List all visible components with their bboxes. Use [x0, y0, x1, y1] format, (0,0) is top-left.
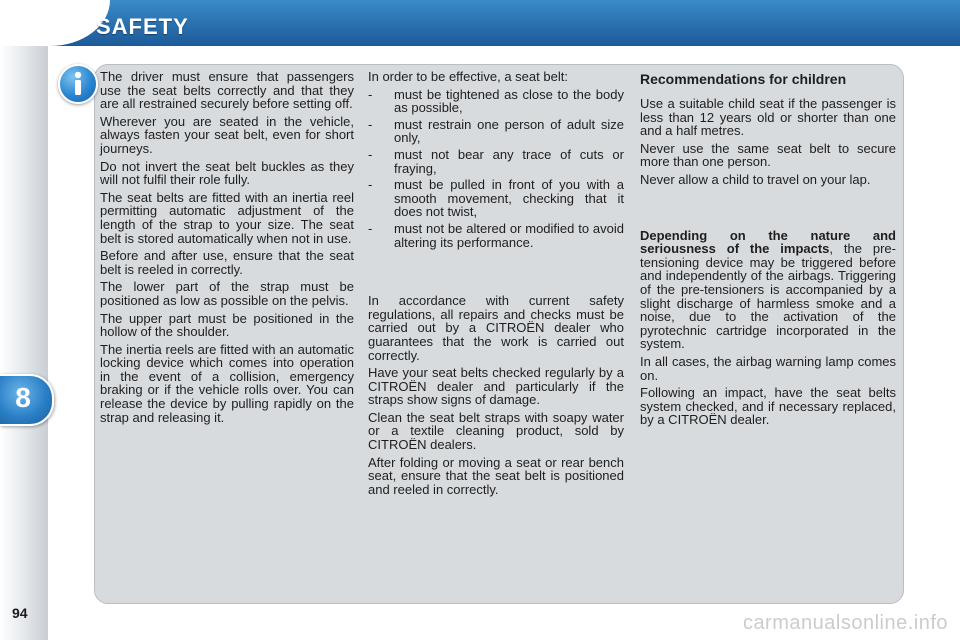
paragraph: Clean the seat belt straps with soapy water or a textile cleaning product, sold by CITROËN dealers. [368, 409, 624, 453]
column-2 [368, 70, 624, 500]
paragraph: Never allow a child to travel on your lap. [640, 171, 871, 187]
paragraph: Have your seat belts checked regularly by a CITROËN dealer and particularly if the straps show signs of damage. [368, 365, 624, 408]
paragraph: Wherever you are seated in the vehicle, always fasten your seat belt, even for short journeys. [100, 113, 354, 156]
paragraph: Following an impact, have the seat belts system checked, and if necessary replaced, by a CITROËN dealer. [640, 385, 896, 428]
paragraph: The upper part must be positioned in the hollow of the shoulder. [100, 310, 354, 340]
paragraph: The seat belts are fitted with an inertia reel permitting automatic adjustment of the length of the strap to your size. The seat belt is stored automatically when not in use. [100, 189, 354, 246]
impact-paragraph [640, 229, 896, 351]
paragraph: In all cases, the airbag warning lamp comes on. [640, 353, 896, 383]
requirements-intro: In order to be effective, a seat belt: [368, 69, 568, 84]
paragraph: Never use the same seat belt to secure more than one person. [640, 140, 896, 170]
paragraph: The driver must ensure that passengers use the seat belts correctly and that they are all restrained securely before setting off. [100, 69, 354, 112]
impact-lead: Depending on the nature and seriousness of the impacts [640, 227, 896, 257]
paragraph: Before and after use, ensure that the seat belt is reeled in correctly. [100, 248, 354, 277]
paragraph: The lower part of the strap must be positioned as low as possible on the pelvis. [100, 279, 354, 308]
column-1 [100, 70, 354, 428]
paragraph: In accordance with current safety regulations, all repairs and checks must be carried out by a CITROËN dealer who guarantees that the work is carried out correctly. [368, 293, 624, 363]
chapter-badge [0, 374, 54, 426]
page-number: 94 [12, 605, 28, 621]
paragraph: Use a suitable child seat if the passenger is less than 12 years old or shorter than one and a half metres. [640, 96, 896, 139]
chapter-number: 8 [15, 382, 31, 413]
paragraph: Do not invert the seat belt buckles as they will not fulfil their role fully. [100, 158, 354, 188]
list-item: - must be pulled in front of you with a smooth movement, checking that it does not twist, [368, 178, 624, 219]
list-item: - must not bear any trace of cuts or fraying, [368, 148, 624, 175]
page-title: SAFETY [96, 14, 189, 39]
paragraph: After folding or moving a seat or rear bench seat, ensure that the seat belt is positioned and reeled in correctly. [368, 454, 624, 497]
column-3 [640, 70, 896, 431]
paragraph: The inertia reels are fitted with an automatic locking device which comes into operation in the event of a collision, emergency braking or if the vehicle rolls over. You can release the device by pulling rapidly on the strap and releasing it. [100, 341, 354, 425]
impact-rest: , the pre-tensioning device may be triggered before and independently of the airbags. Triggering of the pre-tensioners is accompanied by a slight discharge of harmless smoke and a noise, due to the activation of the pyrotechnic cartridge incorporated in the system. [640, 241, 896, 352]
list-item: - must not be altered or modified to avoid altering its performance. [368, 222, 624, 249]
info-icon [58, 64, 98, 104]
list-item: - must be tightened as close to the body as possible, [368, 88, 624, 115]
requirements-list [368, 88, 624, 250]
section-heading: Recommendations for children [640, 71, 847, 87]
left-rail [0, 46, 48, 640]
list-item: - must restrain one person of adult size only, [368, 118, 624, 145]
watermark: carmanualsonline.info [742, 612, 948, 634]
